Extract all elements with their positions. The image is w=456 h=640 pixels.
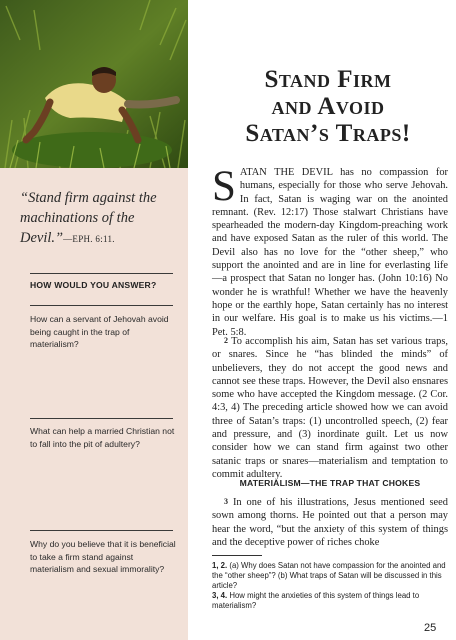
paragraph-text: To accomplish his aim, Satan has set various traps, or snares. Since he “has blinded the minds” of unbelievers, they do not accept the good news and cannot see these traps. However, the Devil also ensnares some who have accepted the Kingdom message. (2 Cor. 4:3, 4) The preceding article showed how we can avoid three of Satan’s traps: (1) uncontrolled speech, (2) fear and pressure, and (3) inordinate guilt. Let us now consider how we can stand firm against two other satanic traps or snares—materialism and temptation to commit adultery.: [212, 336, 448, 480]
divider: [30, 273, 173, 274]
paragraph-text: In one of his illustrations, Jesus mentioned seed sown among thorns. He pointed out that a person may hear the word, “but the anxiety of this system of things and the deceptive power of riches choke: [212, 497, 448, 548]
title-line: Stand Firm: [264, 66, 392, 93]
paragraph-number: 3: [224, 497, 228, 506]
page-number: 25: [424, 622, 437, 634]
divider: [30, 305, 173, 306]
theme-scripture: [20, 188, 180, 249]
study-question: [212, 561, 448, 591]
illustration-man-crawling-in-grass: [0, 0, 188, 168]
drop-cap: S: [212, 163, 236, 210]
review-question: Why do you believe that it is beneficial to take a firm stand against materialism and sexual immorality?: [30, 539, 176, 574]
study-question-number: 3, 4.: [212, 591, 228, 600]
study-question-text: (a) Why does Satan not have compassion for the anointed and the “other sheep”? (b) What traps of Satan will be discussed in this article?: [212, 561, 446, 590]
divider: [30, 530, 173, 531]
study-question-number: 1, 2.: [212, 561, 228, 570]
paragraph-2: [212, 334, 448, 481]
article-title: [200, 66, 456, 147]
review-questions-heading: HOW WOULD YOU ANSWER?: [30, 280, 157, 290]
footnote-divider: [212, 555, 262, 556]
paragraph-1: [212, 163, 448, 339]
section-subheading: MATERIALISM—THE TRAP THAT CHOKES: [239, 478, 421, 488]
divider: [30, 418, 173, 419]
scripture-text: “Stand firm against the machinations of the Devil.”: [20, 190, 157, 246]
study-question-text: How might the anxieties of this system of things lead to materialism?: [212, 591, 420, 610]
title-line: and Avoid: [271, 93, 385, 120]
scripture-reference: —EPH. 6:11.: [63, 234, 115, 244]
paragraph-text: ATAN THE DEVIL has no compassion for humans, especially for those who serve Jehovah. In fact, Satan is waging war on the anointed remnant. (Rev. 12:17) Those stalwart Christians have spearheaded the modern-day Kingdom-preaching work and have exposed Satan as the ruler of this world. The Devil also has no love for the “other sheep,” who support the anointed and are in line for everlasting life—a prospect that Satan no longer has. (John 10:16) No wonder he is wrathful! Whether we have the heavenly hope or the earthly hope, Satan certainly has no interest in our welfare. His goal is to make us his victims.—1 Pet. 5:8.: [212, 167, 448, 338]
paragraph-3: [212, 495, 448, 549]
title-line: Satan’s Traps!: [245, 120, 411, 147]
study-question: [212, 591, 448, 611]
paragraph-number: 2: [224, 336, 228, 345]
review-question: What can help a married Christian not to fall into the pit of adultery?: [30, 426, 175, 449]
review-question: How can a servant of Jehovah avoid being caught in the trap of materialism?: [30, 314, 169, 349]
